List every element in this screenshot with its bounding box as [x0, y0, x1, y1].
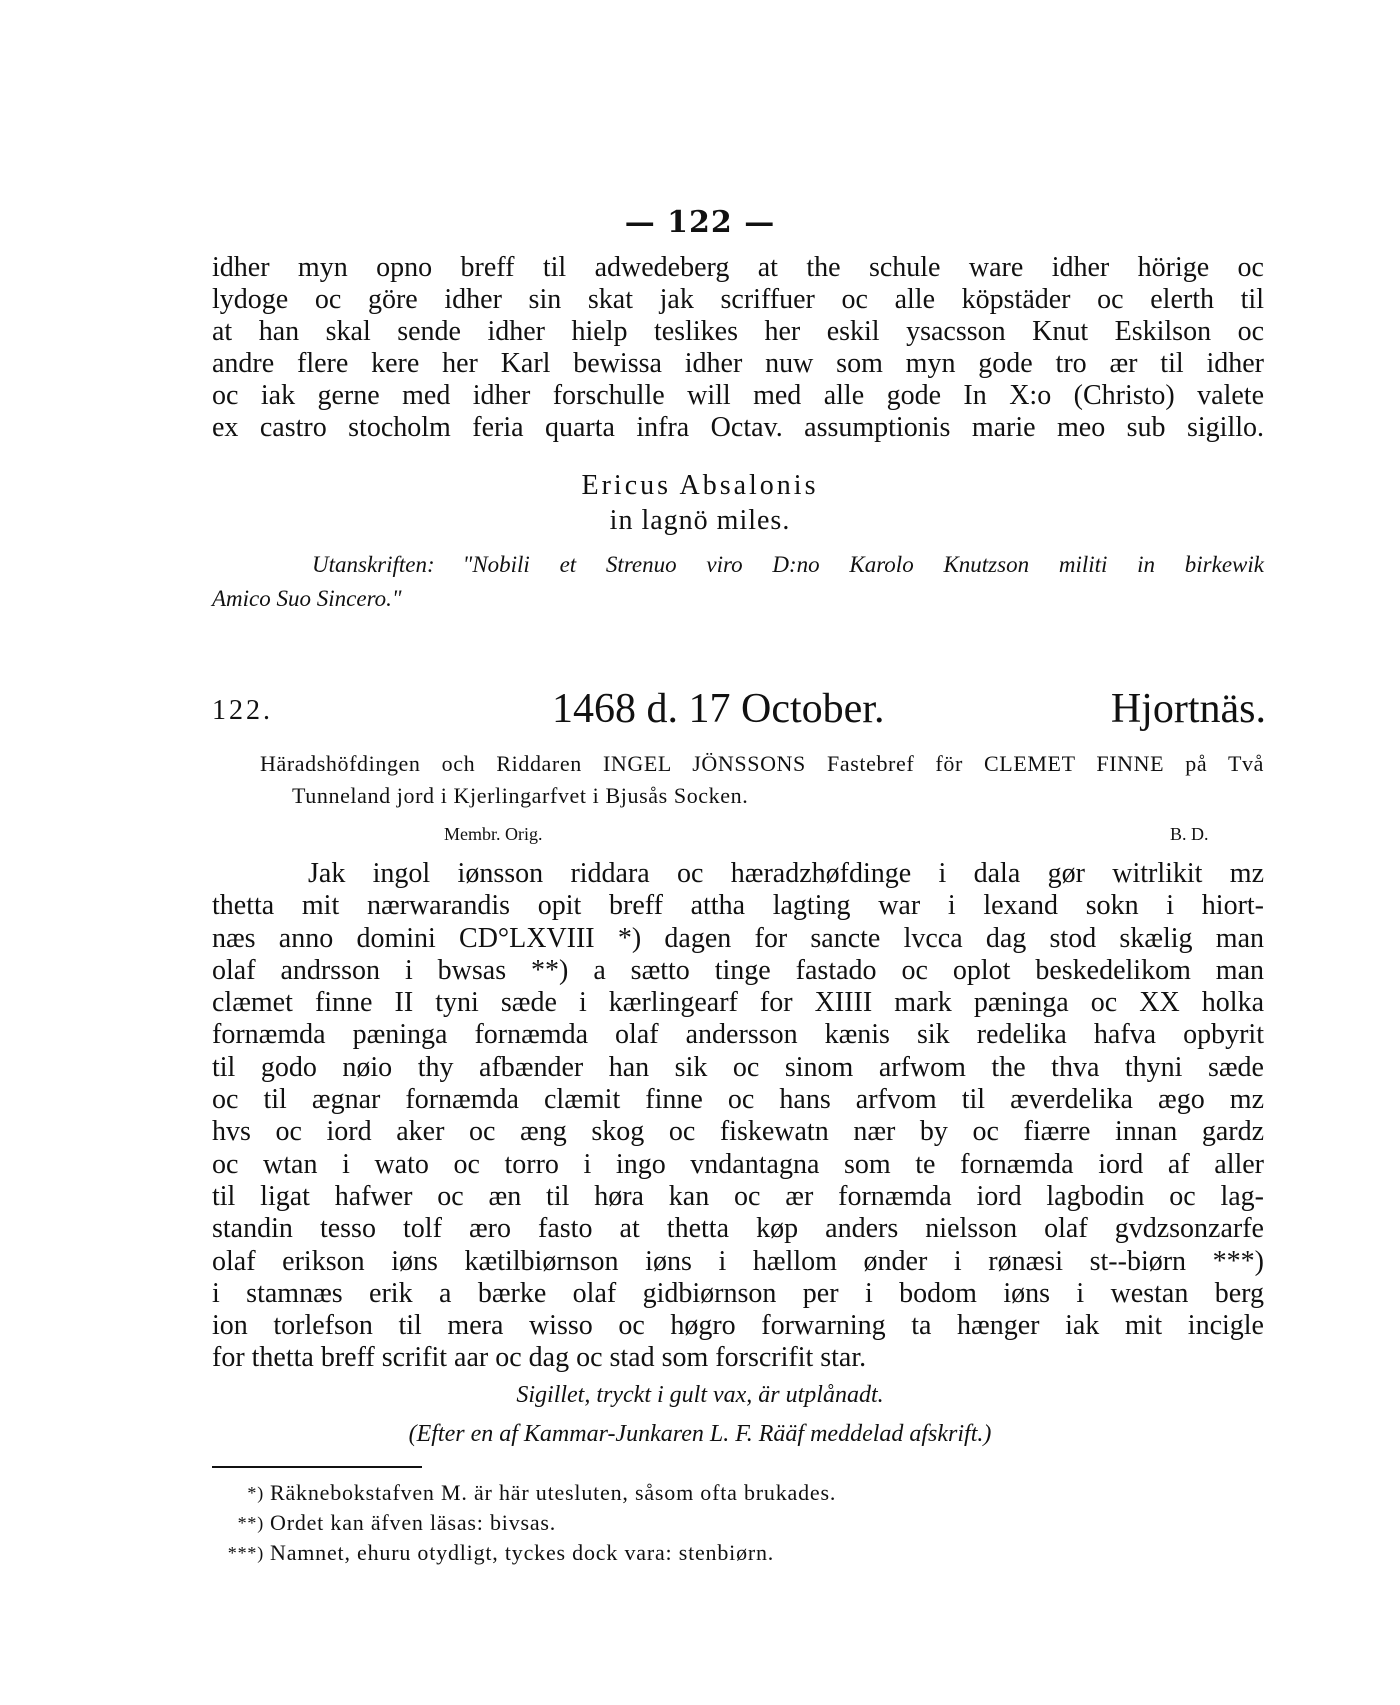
signature-title: in lagnö miles. [609, 505, 791, 536]
text-line: thetta mit nærwarandis opit breff attha lagting war i lexand sokn i hiort- [212, 890, 1264, 922]
document-place: Hjortnäs. [1110, 686, 1266, 732]
footnote-mark: *) [247, 1483, 264, 1503]
text-line: i stamnæs erik a bærke olaf gidbiørnson per i bodom iøns i westan berg [212, 1277, 1264, 1309]
document-summary [260, 748, 1264, 812]
text-line: til godo nøio thy afbænder han sik oc sinom arfwom the thva thyni sæde [212, 1051, 1264, 1083]
text-line: for thetta breff scrifit aar oc dag oc stad som forscrifit star. [212, 1342, 867, 1374]
summary-line: Häradshöfdingen och Riddaren INGEL JÖNSSONS Fastebref för CLEMET FINNE på Två [260, 751, 1264, 776]
text-line: olaf erikson iøns kætilbiørnson iøns i hællom ønder i rønæsi st--biørn ***) [212, 1245, 1264, 1277]
summary-line: Tunneland jord i Kjerlingarfvet i Bjusås Socken. [292, 783, 749, 808]
text-line: hvs oc iord aker oc æng skog oc fiskewatn nær by oc fiærre innan gardz [212, 1116, 1264, 1148]
source-note: (Efter en af Kammar-Junkaren L. F. Rääf meddelad afskrift.) [408, 1421, 992, 1447]
source-type: Membr. Orig. [444, 824, 543, 844]
footnote [212, 1478, 1212, 1508]
text-line: til ligat hafwer oc æn til høra kan oc ær fornæmda iord lagbodin oc lag- [212, 1180, 1264, 1212]
document-text [212, 858, 1264, 1375]
signature-name: Ericus Absalonis [581, 470, 819, 501]
address-line: "Nobili et Strenuo viro D:no Karolo Knutzson militi in birkewik [462, 552, 1264, 577]
page-number: — 122 — [624, 205, 776, 240]
footnotes [212, 1478, 1212, 1568]
footnote [212, 1538, 1212, 1568]
footnote-rule [212, 1466, 422, 1468]
archive-code: B. D. [1170, 824, 1209, 844]
address-label: Utanskriften: [312, 552, 435, 577]
text-line: ex castro stocholm feria quarta infra Octav. assumptionis marie meo sub sigillo. [212, 412, 1264, 443]
footnote [212, 1508, 1212, 1538]
address-block [212, 548, 1264, 616]
footnote-text: Namnet, ehuru otydligt, tyckes dock vara: stenbiørn. [270, 1540, 775, 1565]
text-line: lydoge oc göre idher sin skat jak scriffuer oc alle köpstäder oc elerth til [212, 284, 1264, 315]
letter-continuation [212, 252, 1264, 444]
text-line: clæmet finne II tyni sæde i kærlingearf for XIIII mark pæninga oc XX holka [212, 987, 1264, 1019]
text-line: andre flere kere her Karl bewissa idher nuw som myn gode tro ær til idher [212, 348, 1264, 379]
text-line: standin tesso tolf æro fasto at thetta køp anders nielsson olaf gvdzsonzarfe [212, 1213, 1264, 1245]
text-line: fornæmda pæninga fornæmda olaf andersson kænis sik redelika hafva opbyrit [212, 1019, 1264, 1051]
text-line: oc iak gerne med idher forschulle will med alle gode In X:o (Christo) valete [212, 380, 1264, 411]
footnote-text: Räknebokstafven M. är här utesluten, såsom ofta brukades. [270, 1480, 837, 1505]
document-number: 122. [212, 695, 273, 726]
footnote-text: Ordet kan äfven läsas: bivsas. [270, 1510, 557, 1535]
text-line: ion torlefson til mera wisso oc høgro forwarning ta hænger iak mit incigle [212, 1310, 1264, 1342]
address-line: Amico Suo Sincero." [212, 586, 402, 611]
text-line: Jak ingol iønsson riddara oc hæradzhøfdinge i dala gør witrlikit mz [308, 858, 1264, 889]
document-heading [212, 677, 1266, 733]
document-date: 1468 d. 17 October. [552, 686, 885, 732]
text-line: olaf andrsson i bwsas **) a sætto tinge fastado oc oplot beskedelikom man [212, 954, 1264, 986]
seal-note: Sigillet, tryckt i gult vax, är utplånadt. [516, 1382, 884, 1408]
text-line: næs anno domini CD°LXVIII *) dagen for sancte lvcca dag stod skælig man [212, 922, 1264, 954]
text-line: at han skal sende idher hielp teslikes her eskil ysacsson Knut Eskilson oc [212, 316, 1264, 347]
text-line: idher myn opno breff til adwedeberg at the schule ware idher hörige oc [212, 252, 1264, 283]
text-line: oc til ægnar fornæmda clæmit finne oc hans arfvom til æverdelika ægo mz [212, 1084, 1264, 1116]
footnote-mark: ***) [227, 1543, 264, 1563]
text-line: oc wtan i wato oc torro i ingo vndantagna som te fornæmda iord af aller [212, 1148, 1264, 1180]
footnote-mark: **) [237, 1513, 264, 1533]
